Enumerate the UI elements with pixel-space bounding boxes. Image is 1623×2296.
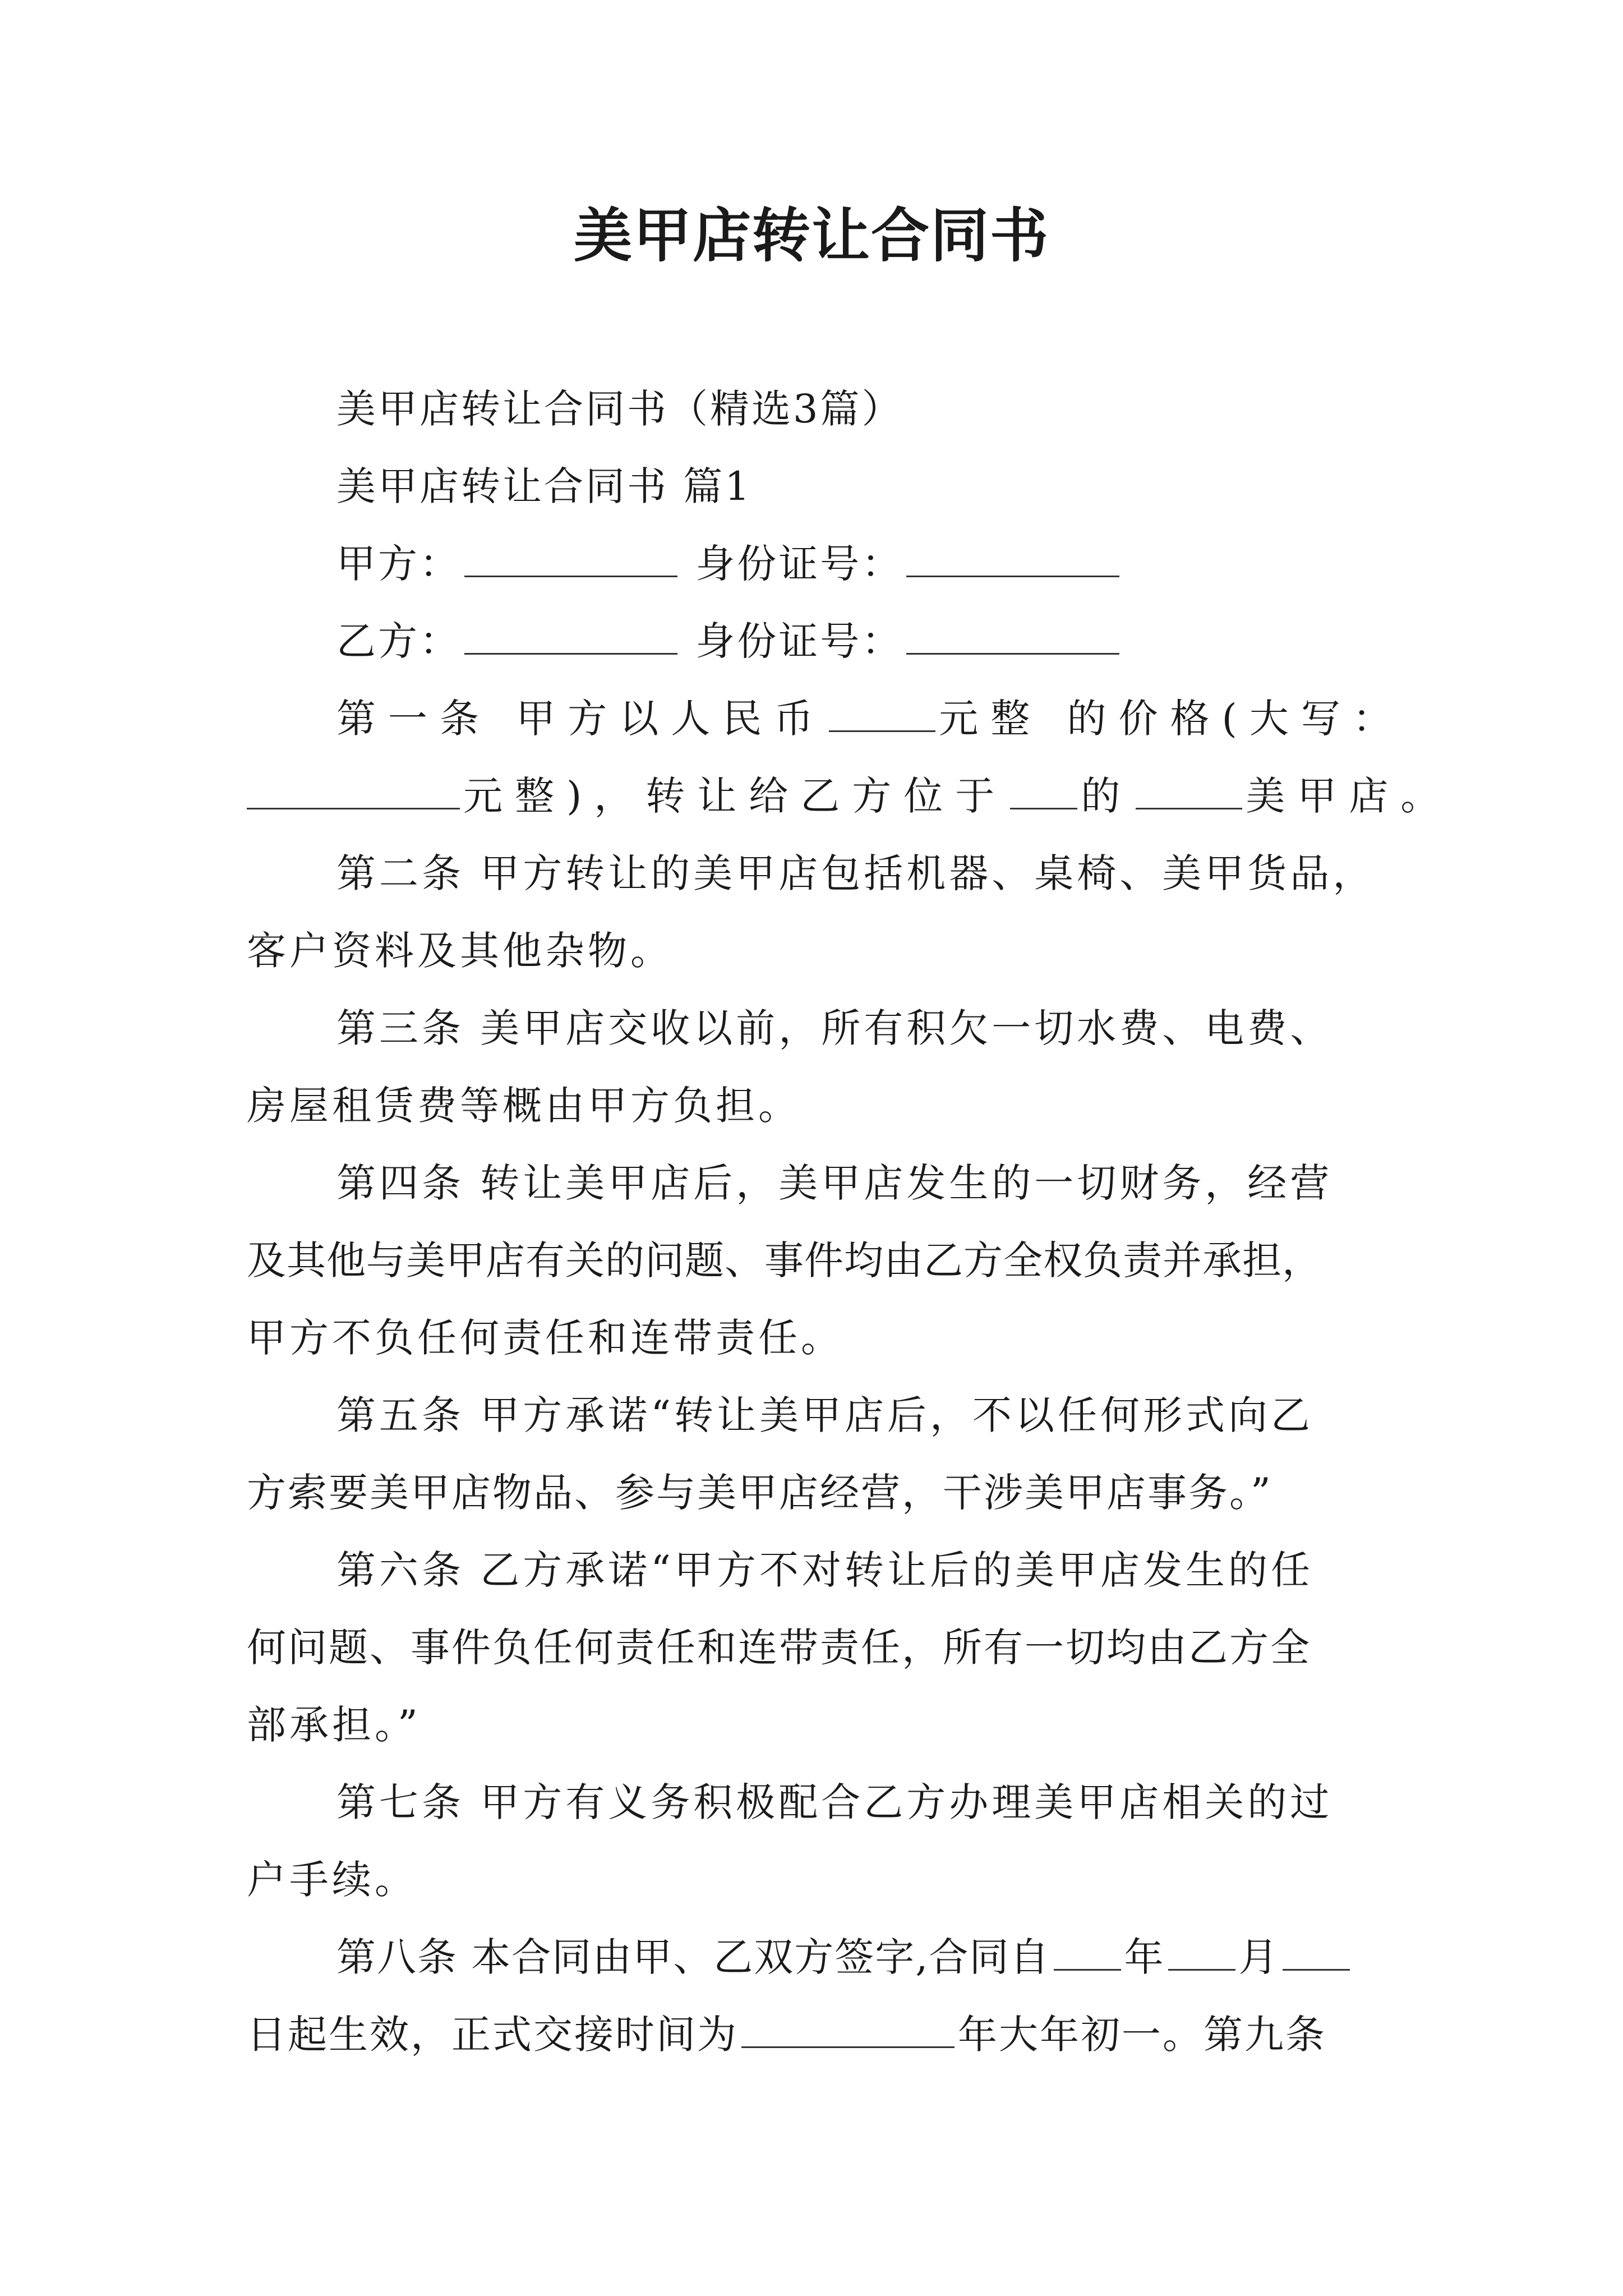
clause8-text-c: 年大年初一。第九条	[958, 2012, 1326, 2058]
effective-day-blank	[1283, 1936, 1350, 1971]
clause8-year: 年	[1124, 1934, 1165, 1980]
clause4-line3: 甲方不负任何责任和连带责任。	[247, 1315, 843, 1361]
section-heading: 美甲店转让合同书 篇1	[336, 463, 752, 509]
clause1-line1	[247, 680, 1404, 757]
document-body	[247, 370, 1453, 2073]
document-subtitle: 美甲店转让合同书（精选3篇）	[336, 386, 903, 432]
party-a-line	[247, 525, 1385, 602]
price-words-blank	[247, 775, 460, 809]
clause8-month: 月	[1238, 1934, 1279, 1980]
clause6-line3: 部承担。”	[247, 1702, 421, 1748]
handover-year-blank	[741, 2014, 955, 2048]
clause2-line1: 第二条 甲方转让的美甲店包括机器、桌椅、美甲货品，	[336, 850, 1376, 896]
effective-month-blank	[1168, 1936, 1235, 1971]
clause1-text-b: 元整 的价格(大写：	[939, 696, 1404, 742]
clause1-text-d: 的	[1081, 773, 1133, 819]
clause4-line1: 第四条 转让美甲店后，美甲店发生的一切财务，经营	[336, 1160, 1333, 1206]
clause1-text-a: 第一条 甲方以人民币	[336, 696, 826, 742]
party-b-label: 乙方：	[336, 618, 461, 664]
clause6-line2: 何问题、事件负任何责任和连带责任，所有一切均由乙方全	[247, 1625, 1311, 1671]
clause1-line2	[247, 757, 1453, 835]
clause7-line2: 户手续。	[247, 1857, 417, 1903]
party-a-name-blank	[464, 543, 677, 577]
clause8-line2	[247, 1996, 1385, 2073]
location-blank	[1010, 775, 1077, 809]
price-amount-blank	[829, 698, 935, 732]
party-a-id-label: 身份证号：	[695, 541, 903, 587]
party-b-line	[247, 602, 1385, 680]
clause5-line2: 方索要美甲店物品、参与美甲店经营，干涉美甲店事务。”	[247, 1470, 1272, 1516]
clause2-line2: 客户资料及其他杂物。	[247, 928, 673, 974]
clause4-line2: 及其他与美甲店有关的问题、事件均由乙方全权负责并承担，	[247, 1237, 1322, 1283]
clause3-line1: 第三条 美甲店交收以前，所有积欠一切水费、电费、	[336, 1005, 1333, 1051]
clause8-line1	[247, 1918, 1385, 1996]
clause6-line1: 第六条 乙方承诺“甲方不对转让后的美甲店发生的任	[336, 1547, 1314, 1593]
party-b-id-label: 身份证号：	[695, 618, 903, 664]
clause8-text-a: 第八条 本合同由甲、乙双方签字,合同自	[336, 1934, 1050, 1980]
effective-year-blank	[1054, 1936, 1121, 1971]
clause1-text-c: 元整)，转让给乙方位于	[463, 773, 1007, 819]
party-b-id-blank	[906, 620, 1119, 655]
clause8-text-b: 日起生效，正式交接时间为	[247, 2012, 738, 2058]
clause3-line2: 房屋租赁费等概由甲方负担。	[247, 1083, 801, 1129]
shop-name-blank	[1136, 775, 1242, 809]
clause7-line1: 第七条 甲方有义务积极配合乙方办理美甲店相关的过	[336, 1779, 1333, 1825]
party-a-id-blank	[906, 543, 1119, 577]
clause5-line1: 第五条 甲方承诺“转让美甲店后，不以任何形式向乙	[336, 1392, 1314, 1438]
party-a-label: 甲方：	[336, 541, 461, 587]
clause1-text-e: 美甲店。	[1246, 773, 1453, 819]
document-title: 美甲店转让合同书	[573, 201, 1049, 270]
party-b-name-blank	[464, 620, 677, 655]
